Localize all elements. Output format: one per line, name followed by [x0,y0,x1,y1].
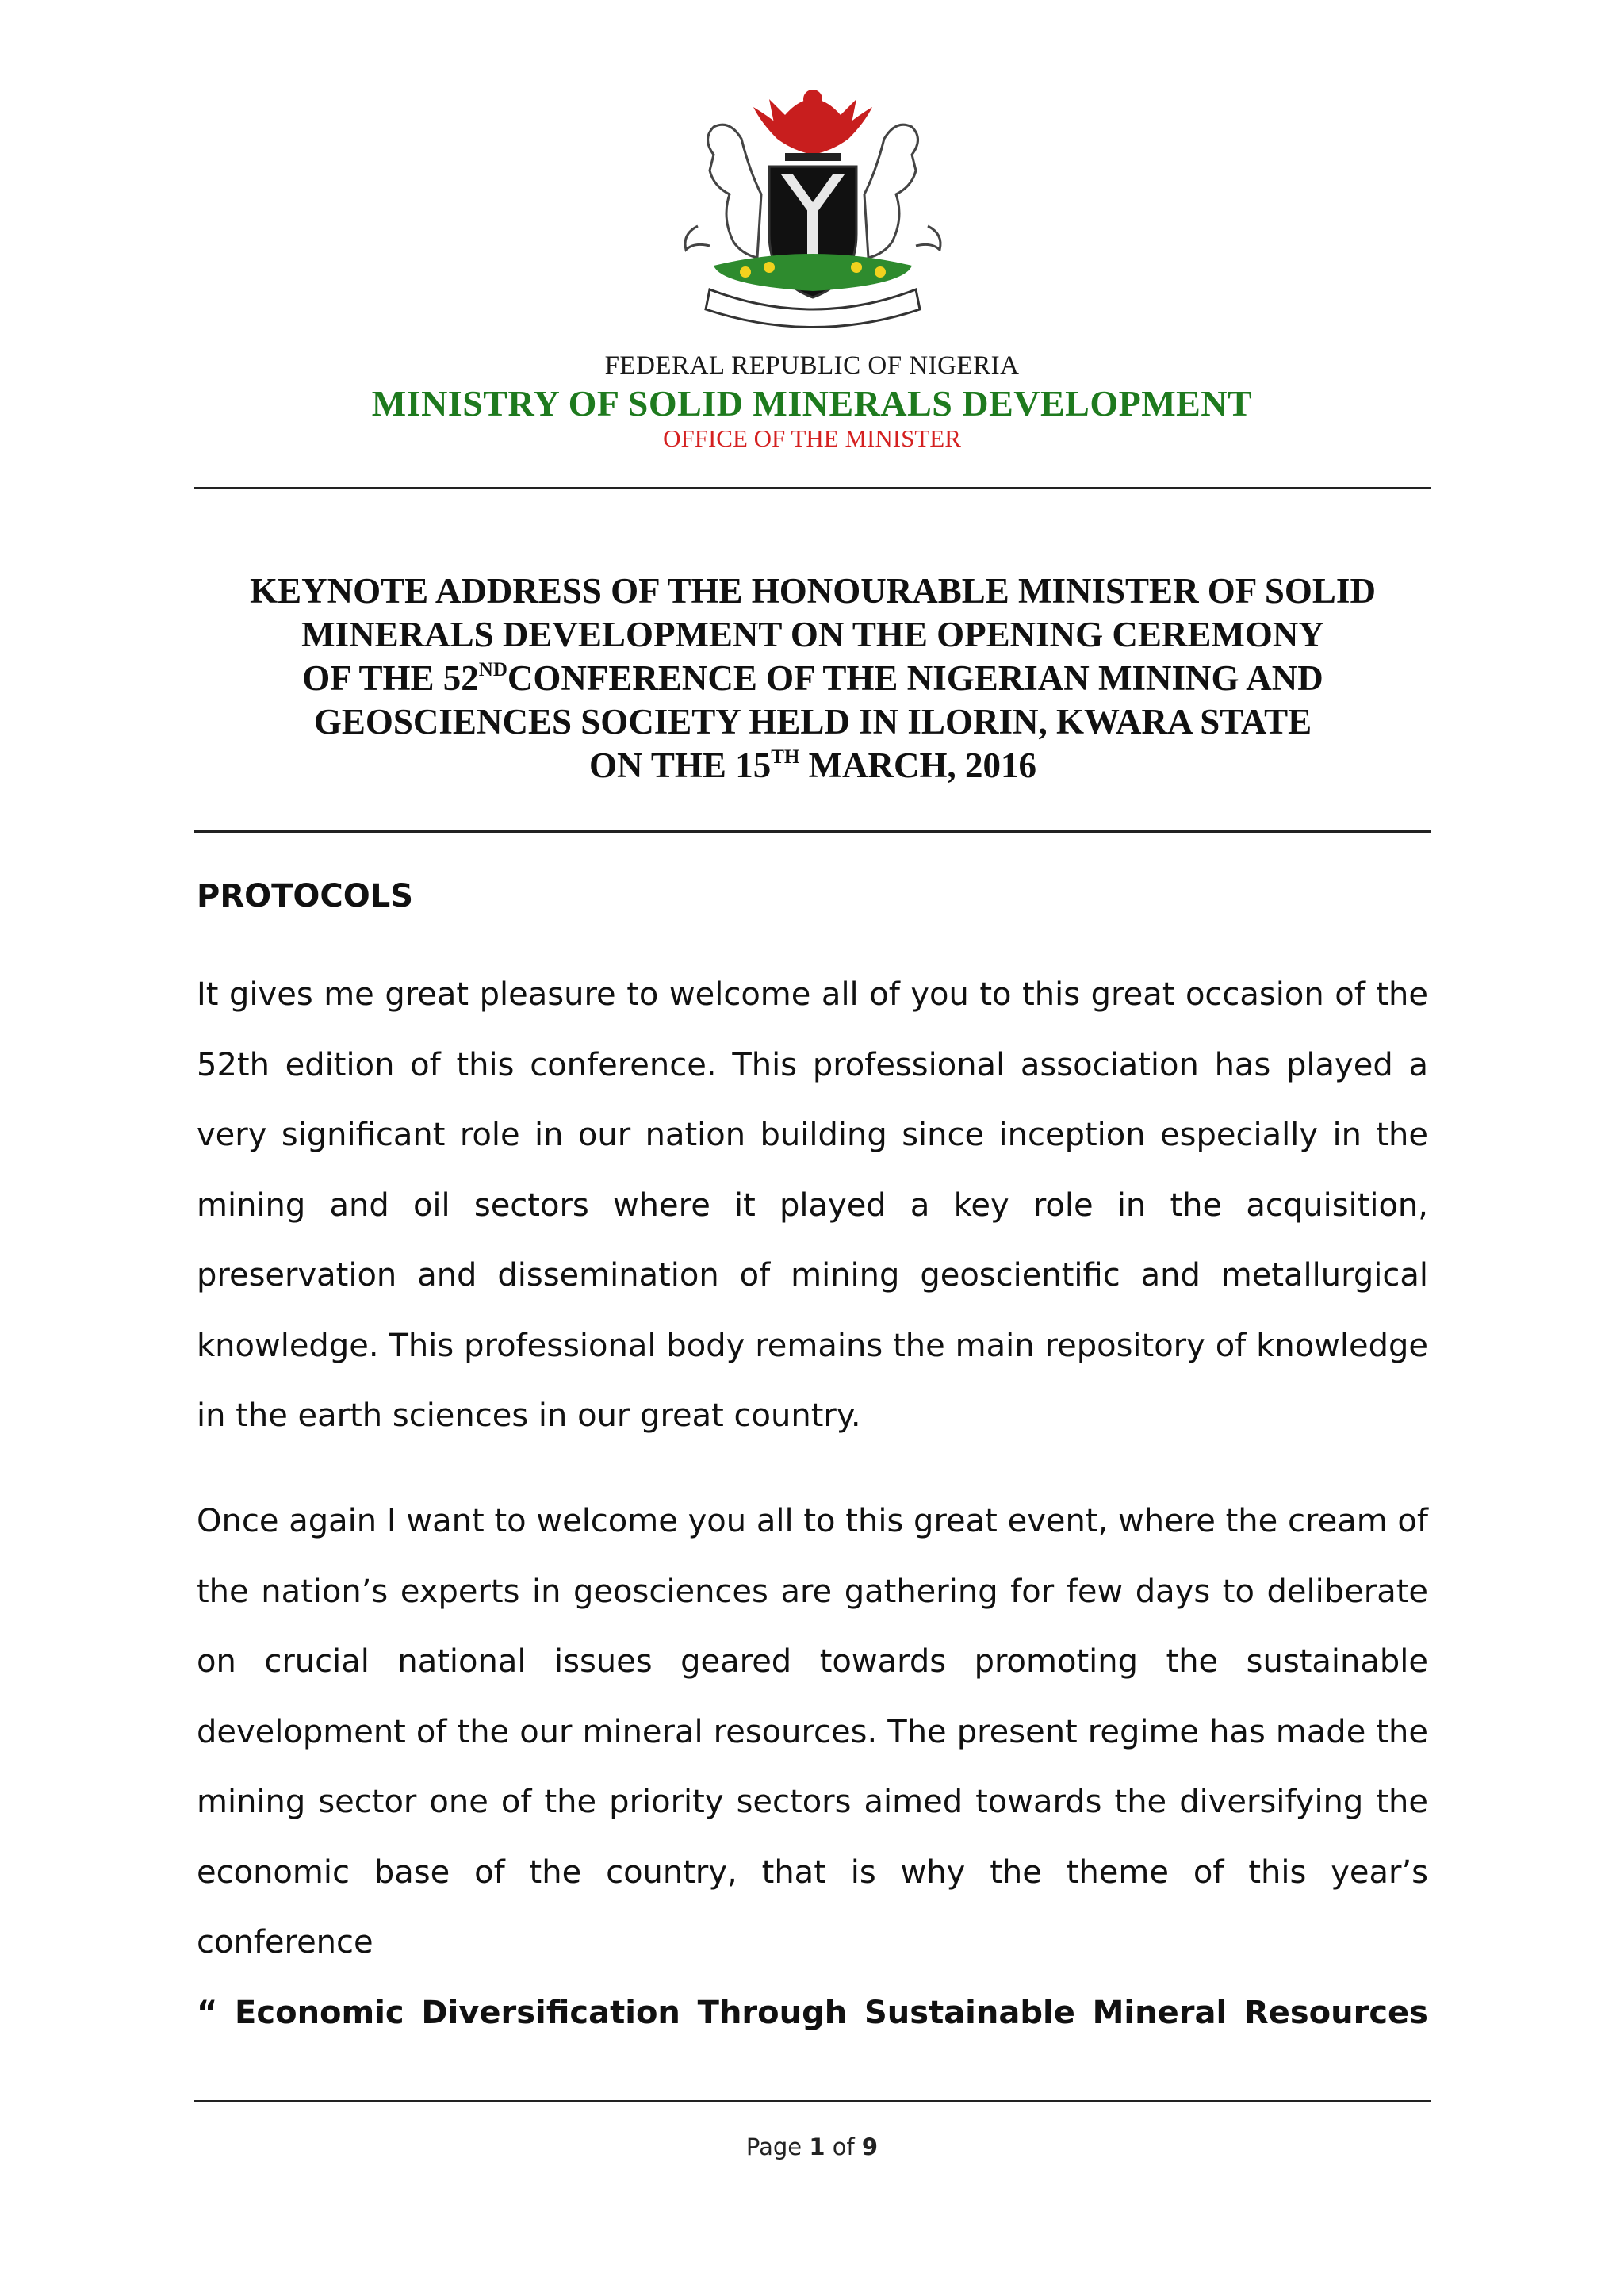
title-line-5-post: MARCH, 2016 [799,746,1037,785]
title-line-4: GEOSCIENCES SOCIETY HELD IN ILORIN, KWARA STATE [313,702,1312,742]
footer-of-label: of [832,2133,855,2160]
paragraph-1: It gives me great pleasure to welcome all of you to this great occasion of the 52th edition of this conference. This professional association has played a very significant role in our nation building since inception especially in the mining and oil sectors where it played a key role in the acquisition, preservation and dissemination of mining geoscientific and metallurgical knowledge. This professional body remains the main repository of knowledge in the earth sciences in our great country. [197,976,1428,1434]
title-divider [194,830,1431,833]
coat-of-arms-emblem [666,83,959,341]
paragraph-2-text: Once again I want to welcome you all to this great event, where the cream of the nation’s experts in geosciences are gathering for few days to deliberate on crucial national issues geared towards promoting the sustainable development of the our mineral resources. The present regime has made the mining sector one of the priority sectors aimed towards the diversifying the economic base of the country, that is why the theme of this year’s conference [197,1503,1428,1961]
title-line-3-pre: OF THE 52 [302,658,479,698]
coat-of-arms [666,83,959,341]
section-heading-protocols: PROTOCOLS [197,878,414,914]
title-line-5 [159,744,1467,788]
footer-page-current: 1 [809,2133,825,2160]
footer-page-total: 9 [861,2133,879,2160]
paragraph-2-theme: “ Economic Diversification Through Sustainable Mineral Resources [197,1994,1428,2031]
title-line-3 [159,657,1467,700]
title-line-1: KEYNOTE ADDRESS OF THE HONOURABLE MINISTER OF SOLID [250,571,1376,611]
paragraph-2 [197,1486,1428,2048]
letterhead-country: FEDERAL REPUBLIC OF NIGERIA [604,351,1020,380]
footer-page-label: Page [745,2133,802,2160]
header-divider [194,487,1431,489]
title-line-2: MINERALS DEVELOPMENT ON THE OPENING CEREMONY [301,615,1324,654]
footer-divider [194,2100,1431,2102]
title-line-3-post: CONFERENCE OF THE NIGERIAN MINING AND [507,658,1323,698]
title-line-5-pre: ON THE 15 [588,746,772,785]
page-footer [0,2133,1624,2160]
letterhead-office: OFFICE OF THE MINISTER [663,424,961,452]
letterhead-ministry: MINISTRY OF SOLID MINERALS DEVELOPMENT [371,383,1253,424]
document-title [159,569,1467,788]
title-line-5-sup: TH [771,746,800,768]
title-line-3-sup: ND [478,659,508,680]
